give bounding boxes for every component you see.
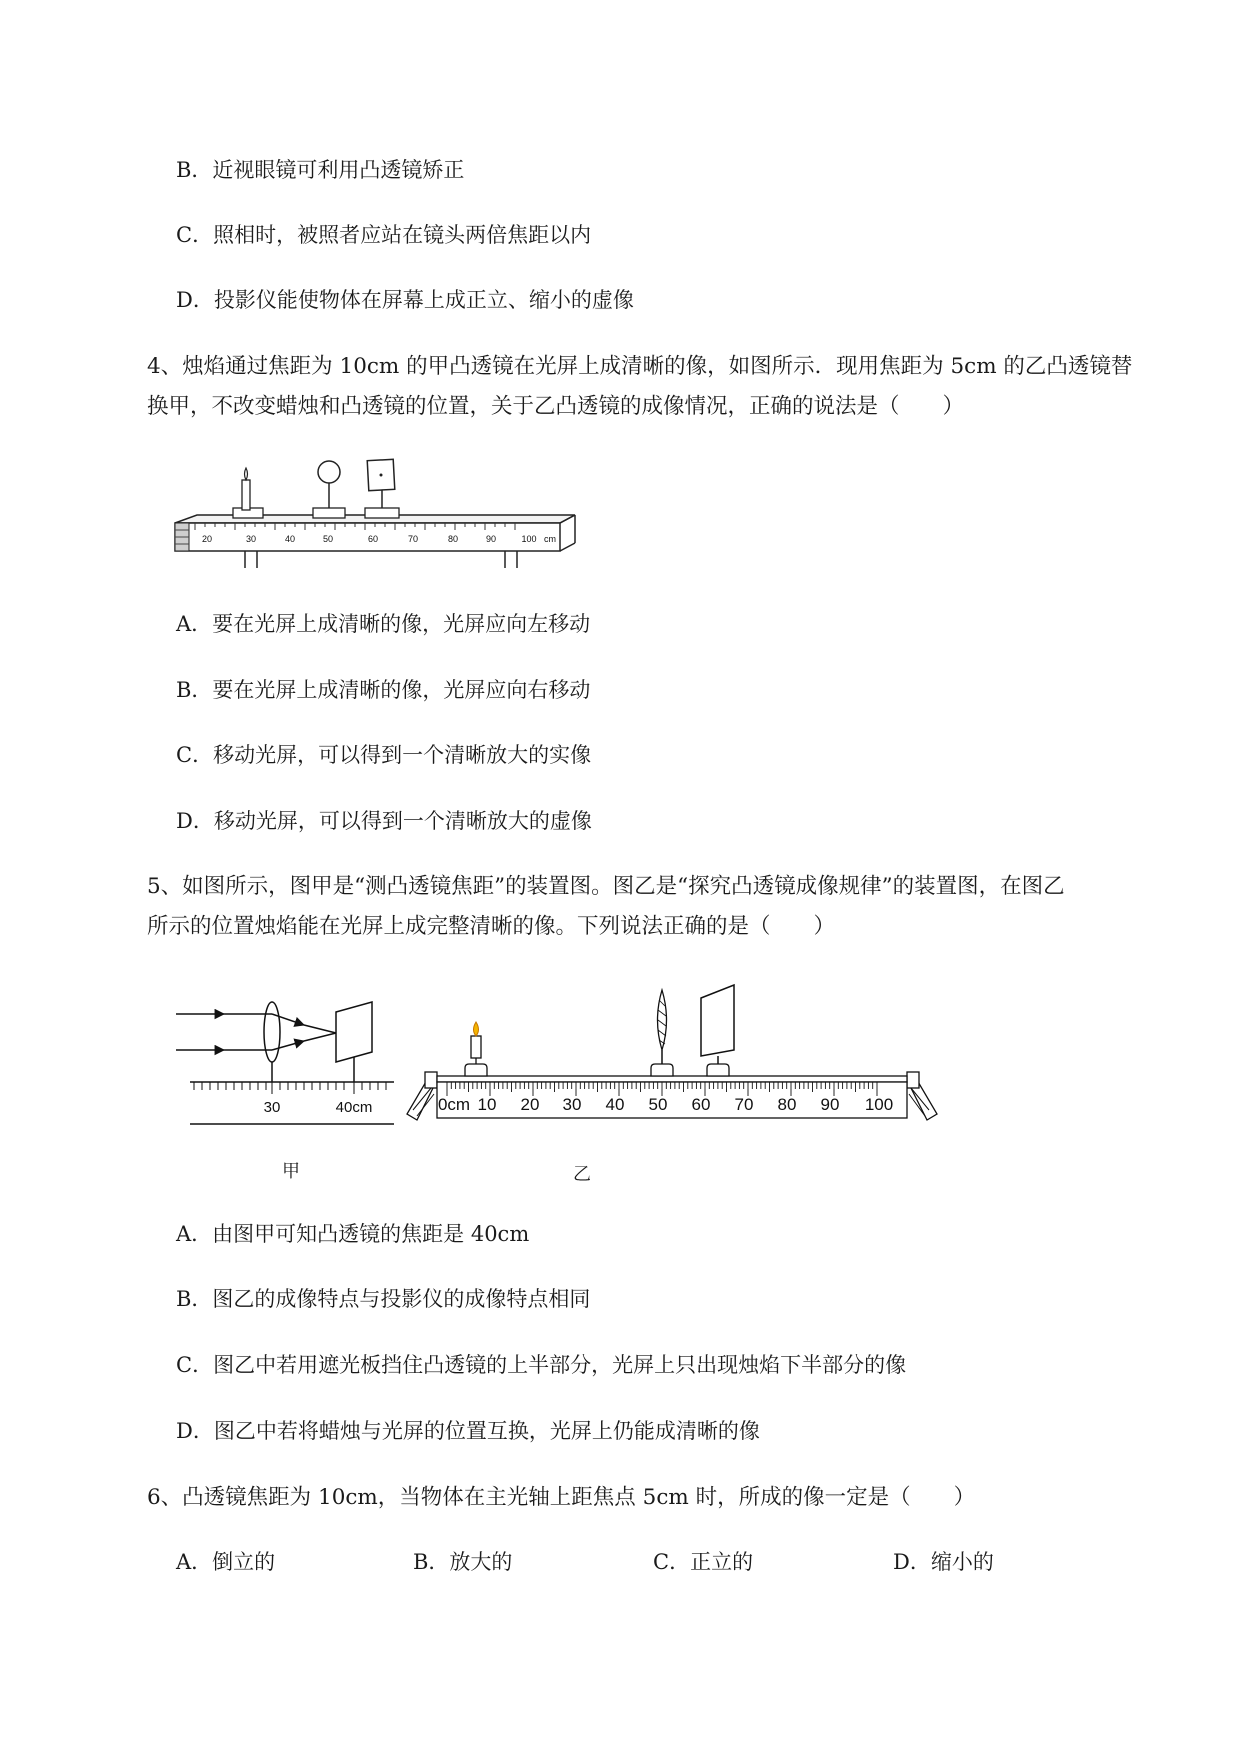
figure-yi-tick-label: 20 bbox=[520, 1095, 540, 1114]
q4-tick-label: cm bbox=[544, 534, 556, 544]
q4-tick-label: 100 bbox=[521, 534, 537, 544]
q4-tick-label: 90 bbox=[485, 534, 497, 544]
q4-optical-bench-figure bbox=[175, 460, 585, 590]
q4-tick-label: 30 bbox=[245, 534, 257, 544]
q4-tick-label: 40 bbox=[284, 534, 296, 544]
convex-lens-icon bbox=[651, 990, 673, 1076]
q3-option-d: D．投影仪能使物体在屏幕上成正立、缩小的虚像 bbox=[176, 288, 634, 312]
q3-option-c: C．照相时，被照者应站在镜头两倍焦距以内 bbox=[176, 223, 592, 247]
q4-option-d: D．移动光屏，可以得到一个清晰放大的虚像 bbox=[176, 809, 592, 833]
figure-jia-caption: 甲 bbox=[282, 1161, 300, 1182]
q4-tick-label: 50 bbox=[322, 534, 334, 544]
figure-yi-tick-label: 60 bbox=[691, 1095, 711, 1114]
figure-yi-tick-label: 90 bbox=[820, 1095, 840, 1114]
q4-stem-line1: 4、烛焰通过焦距为 10cm 的甲凸透镜在光屏上成清晰的像，如图所示．现用焦距为 5cm 的乙凸透镜替 bbox=[147, 354, 1133, 379]
q4-tick-label: 70 bbox=[407, 534, 419, 544]
q5-figure-yi bbox=[407, 980, 937, 1130]
q5-option-d: D．图乙中若将蜡烛与光屏的位置互换，光屏上仍能成清晰的像 bbox=[176, 1419, 760, 1443]
q5-option-c: C．图乙中若用遮光板挡住凸透镜的上半部分，光屏上只出现烛焰下半部分的像 bbox=[176, 1353, 907, 1377]
q3-option-b: B．近视眼镜可利用凸透镜矫正 bbox=[176, 158, 465, 182]
light-screen-icon bbox=[336, 1002, 372, 1062]
q6-stem: 6、凸透镜焦距为 10cm，当物体在主光轴上距焦点 5cm 时，所成的像一定是（ ） bbox=[147, 1485, 976, 1510]
q5-option-a: A．由图甲可知凸透镜的焦距是 40cm bbox=[176, 1222, 530, 1246]
q6-option-d: D．缩小的 bbox=[893, 1550, 994, 1574]
q6-option-c: C．正立的 bbox=[653, 1550, 754, 1574]
q4-option-a: A．要在光屏上成清晰的像，光屏应向左移动 bbox=[176, 612, 591, 636]
convex-lens-icon bbox=[264, 1002, 280, 1062]
q5-figure-jia bbox=[176, 1000, 406, 1135]
figure-yi-tick-label: 0cm bbox=[437, 1095, 471, 1114]
q6-option-a: A．倒立的 bbox=[176, 1550, 276, 1574]
q5-option-b: B．图乙的成像特点与投影仪的成像特点相同 bbox=[176, 1287, 591, 1311]
q6-option-b: B．放大的 bbox=[413, 1550, 513, 1574]
q4-stem-line2: 换甲，不改变蜡烛和凸透镜的位置，关于乙凸透镜的成像情况，正确的说法是（ ） bbox=[147, 394, 965, 419]
figure-jia-tick-40cm: 40cm bbox=[335, 1099, 373, 1116]
convex-lens-icon bbox=[313, 461, 345, 518]
figure-yi-tick-label: 70 bbox=[734, 1095, 754, 1114]
q5-stem-line2: 所示的位置烛焰能在光屏上成完整清晰的像。下列说法正确的是（ ） bbox=[147, 914, 836, 939]
q5-stem-line1: 5、如图所示，图甲是“测凸透镜焦距”的装置图。图乙是“探究凸透镜成像规律”的装置图，在图乙 bbox=[147, 874, 1065, 899]
q4-option-c: C．移动光屏，可以得到一个清晰放大的实像 bbox=[176, 743, 592, 767]
candle-icon bbox=[465, 1022, 487, 1076]
candle-icon bbox=[233, 468, 263, 518]
q4-option-b: B．要在光屏上成清晰的像，光屏应向右移动 bbox=[176, 678, 591, 702]
figure-jia-tick-30: 30 bbox=[263, 1099, 281, 1116]
q4-tick-label: 80 bbox=[447, 534, 459, 544]
light-screen-icon bbox=[365, 459, 399, 518]
figure-yi-tick-label: 40 bbox=[605, 1095, 625, 1114]
figure-yi-tick-label: 30 bbox=[562, 1095, 582, 1114]
figure-yi-tick-label: 10 bbox=[477, 1095, 497, 1114]
figure-yi-tick-label: 50 bbox=[648, 1095, 668, 1114]
q4-tick-label: 20 bbox=[201, 534, 213, 544]
figure-yi-tick-label: 100 bbox=[864, 1095, 894, 1114]
light-screen-icon bbox=[701, 985, 734, 1076]
q4-tick-label: 60 bbox=[367, 534, 379, 544]
figure-yi-tick-label: 80 bbox=[777, 1095, 797, 1114]
figure-yi-caption: 乙 bbox=[573, 1164, 591, 1185]
